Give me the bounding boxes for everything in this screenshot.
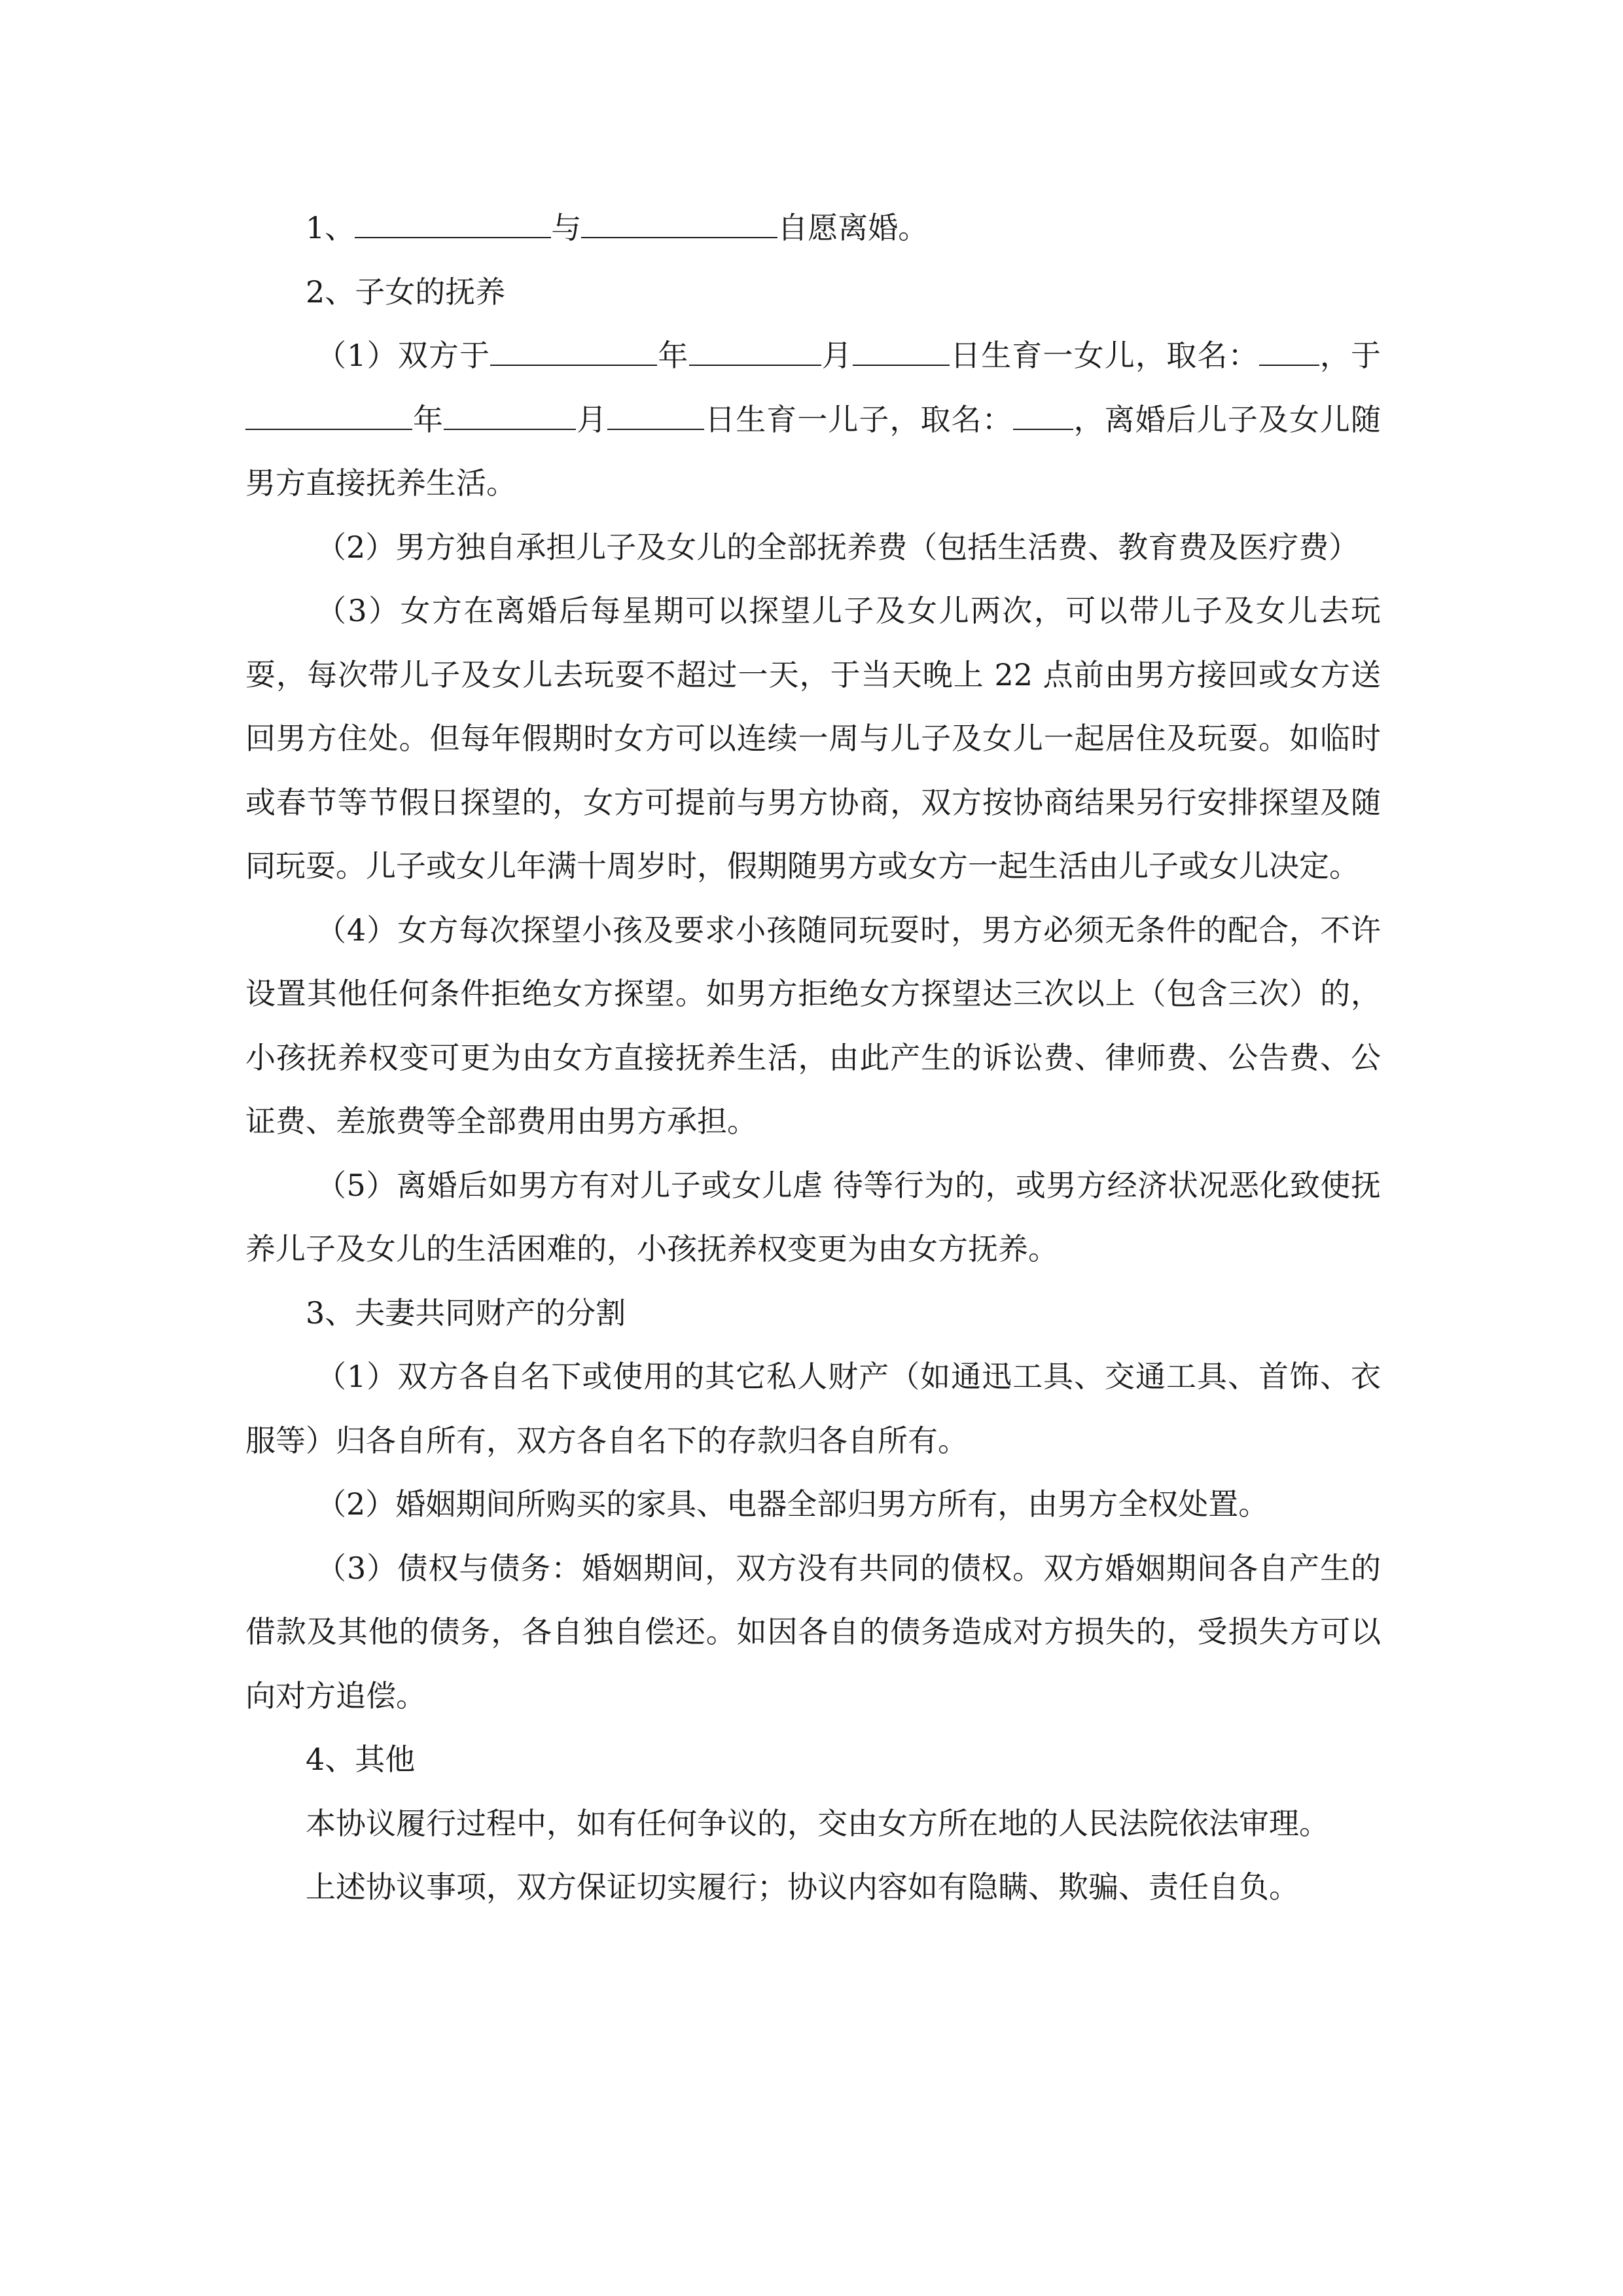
year-label: 年 — [657, 338, 689, 373]
party-a-blank[interactable] — [355, 213, 551, 238]
property-clause-1: （1）双方各自名下或使用的其它私人财产（如通迅工具、交通工具、首饰、衣服等）归各自所有，双方各自名下的存款归各自所有。 — [245, 1359, 1381, 1458]
daughter-name-blank[interactable] — [1259, 341, 1319, 366]
daughter-birth-day-blank[interactable] — [853, 341, 950, 366]
daughter-birth-year-blank[interactable] — [490, 341, 657, 366]
daughter-birth-month-blank[interactable] — [689, 341, 821, 366]
yu-label: 于 — [1351, 338, 1382, 373]
item-1-text: 自愿离婚。 — [777, 210, 929, 245]
property-clause-2: （2）婚姻期间所购买的家具、电器全部归男方所有，由男方全权处置。 — [316, 1486, 1269, 1522]
daughter-name-label: 日生育一女儿，取名： — [949, 338, 1259, 373]
month-label: 月 — [821, 338, 853, 373]
son-name-blank[interactable] — [1013, 405, 1073, 430]
month-label-2: 月 — [576, 401, 608, 437]
party-b-blank[interactable] — [581, 213, 777, 238]
document-body — [245, 196, 1381, 1920]
item-1-connector: 与 — [551, 210, 582, 245]
son-birth-day-blank[interactable] — [607, 405, 704, 430]
clause-2-1-tail: ，离婚后儿子及女儿随男方直接抚养生活。 — [245, 401, 1382, 501]
clause-2-1 — [245, 324, 1381, 516]
clause-2-3: （3）女方在离婚后每星期可以探望儿子及女儿两次，可以带儿子及女儿去玩耍，每次带儿子及女儿去玩耍不超过一天，于当天晚上 22 点前由男方接回或女方送回男方住处。但每年假期时女方可以连续一周与儿子及女儿一起居住及玩耍。如临时或春节等节假日探望的，女方可提前与男方协商，双方按协商结果另行安排探望及随同玩耍。儿子或女儿年满十周岁时，假期随男方或女方一起生活由儿子或女儿决定。 — [245, 593, 1381, 884]
other-clause-2: 上述协议事项，双方保证切实履行；协议内容如有隐瞒、欺骗、责任自负。 — [306, 1869, 1299, 1905]
clause-2-5: （5）离婚后如男方有对儿子或女儿虐 待等行为的，或男方经济状况恶化致使抚养儿子及女儿的生活困难的，小孩抚养权变更为由女方抚养。 — [245, 1167, 1381, 1266]
item-2-heading: 2、子女的抚养 — [306, 274, 506, 310]
clause-2-1-prefix: （1）双方于 — [316, 338, 491, 373]
son-birth-month-blank[interactable] — [444, 405, 576, 430]
other-clause-1: 本协议履行过程中，如有任何争议的，交由女方所在地的人民法院依法审理。 — [306, 1805, 1329, 1841]
property-clause-3: （3）债权与债务：婚姻期间，双方没有共同的债权。双方婚姻期间各自产生的借款及其他的债务，各自独自偿还。如因各自的债务造成对方损失的，受损失方可以向对方追偿。 — [245, 1550, 1381, 1713]
son-birth-year-blank[interactable] — [245, 405, 412, 430]
item-3-heading: 3、夫妻共同财产的分割 — [306, 1295, 626, 1331]
item-1-number: 1、 — [306, 210, 355, 245]
item-4-heading: 4、其他 — [306, 1742, 416, 1777]
comma: ， — [1319, 338, 1351, 373]
son-name-label: 日生育一儿子，取名： — [704, 401, 1013, 437]
clause-2-4: （4）女方每次探望小孩及要求小孩随同玩耍时，男方必须无条件的配合，不许设置其他任何条件拒绝女方探望。如男方拒绝女方探望达三次以上（包含三次）的，小孩抚养权变可更为由女方直接抚养生活，由此产生的诉讼费、律师费、公告费、公证费、差旅费等全部费用由男方承担。 — [245, 912, 1381, 1139]
year-label-2: 年 — [412, 401, 444, 437]
clause-2-2: （2）男方独自承担儿子及女儿的全部抚养费（包括生活费、教育费及医疗费） — [316, 529, 1359, 565]
item-1-divorce-parties — [245, 196, 1381, 260]
